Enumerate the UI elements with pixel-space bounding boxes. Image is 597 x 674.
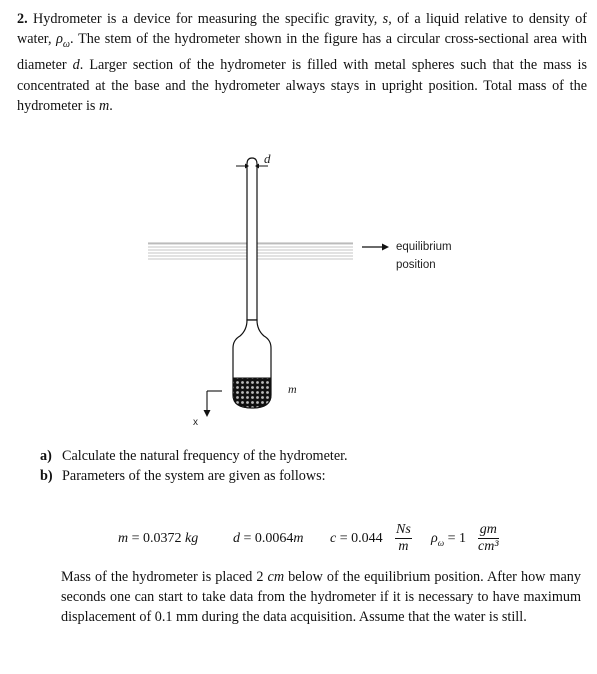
- parameters-equation: [118, 520, 548, 560]
- hydrometer-stem: [247, 158, 257, 320]
- specific-gravity-symbol: s: [382, 11, 389, 27]
- part-b-description: Mass of the hydrometer is placed 2 cm below of the equilibrium position. After how many seconds one can start to take data from the hydrometer if it is necessary to have maximum displacement of 0.1 mm during the data acquisition. Assume that the water is still.: [61, 569, 581, 625]
- problem-statement: [17, 9, 587, 116]
- problem-number: 2.: [17, 11, 28, 27]
- x-label: x: [193, 417, 198, 428]
- intro-text-5: .: [109, 98, 113, 115]
- hydrometer-diagram: [0, 150, 597, 440]
- damping-unit-fraction: $\frac{Ns}{m}$: [396, 522, 411, 554]
- question-b-tag: b): [40, 468, 53, 484]
- density-parameter: $\rho_\omega = 1$: [431, 531, 466, 548]
- diameter-parameter: d = 0.0064m: [233, 531, 304, 546]
- rho-symbol: ρ: [56, 31, 63, 48]
- hydrometer-figure: [0, 150, 597, 440]
- intro-text-2: , of a liquid relative to density of water,: [17, 11, 588, 48]
- question-b-text: Parameters of the system are given as follows:: [62, 468, 326, 484]
- equilibrium-label-1: equilibrium: [396, 241, 452, 253]
- diameter-symbol: d: [72, 57, 80, 74]
- rho-subscript: ω: [62, 39, 70, 51]
- question-a-text: Calculate the natural frequency of the hydrometer.: [62, 448, 348, 464]
- diameter-label: d: [264, 151, 271, 166]
- mass-label: m: [288, 382, 297, 396]
- intro-text-4: . Larger section of the hydrometer is filled with metal spheres such that the mass is concentrated at the base and the hydrometer always stays in upright position. Total mass of the hydrometer is: [17, 57, 587, 115]
- question-a: [40, 446, 348, 466]
- question-a-tag: a): [40, 448, 52, 464]
- intro-text-3: . The stem of the hydrometer shown in the figure has a circular cross-sectional area with diameter: [17, 31, 587, 74]
- question-b: [40, 466, 326, 486]
- mass-symbol: m: [98, 98, 110, 115]
- intro-text-1: Hydrometer is a device for measuring the specific gravity,: [27, 11, 383, 27]
- density-unit-fraction: $\frac{gm}{\text{cm³}}$: [478, 522, 499, 554]
- equilibrium-label-2: position: [396, 259, 436, 271]
- metal-spheres: [233, 378, 271, 408]
- cm-unit: cm: [267, 569, 285, 585]
- mass-parameter: m = 0.0372 kg: [118, 531, 199, 546]
- damping-parameter: c = 0.044: [330, 531, 383, 546]
